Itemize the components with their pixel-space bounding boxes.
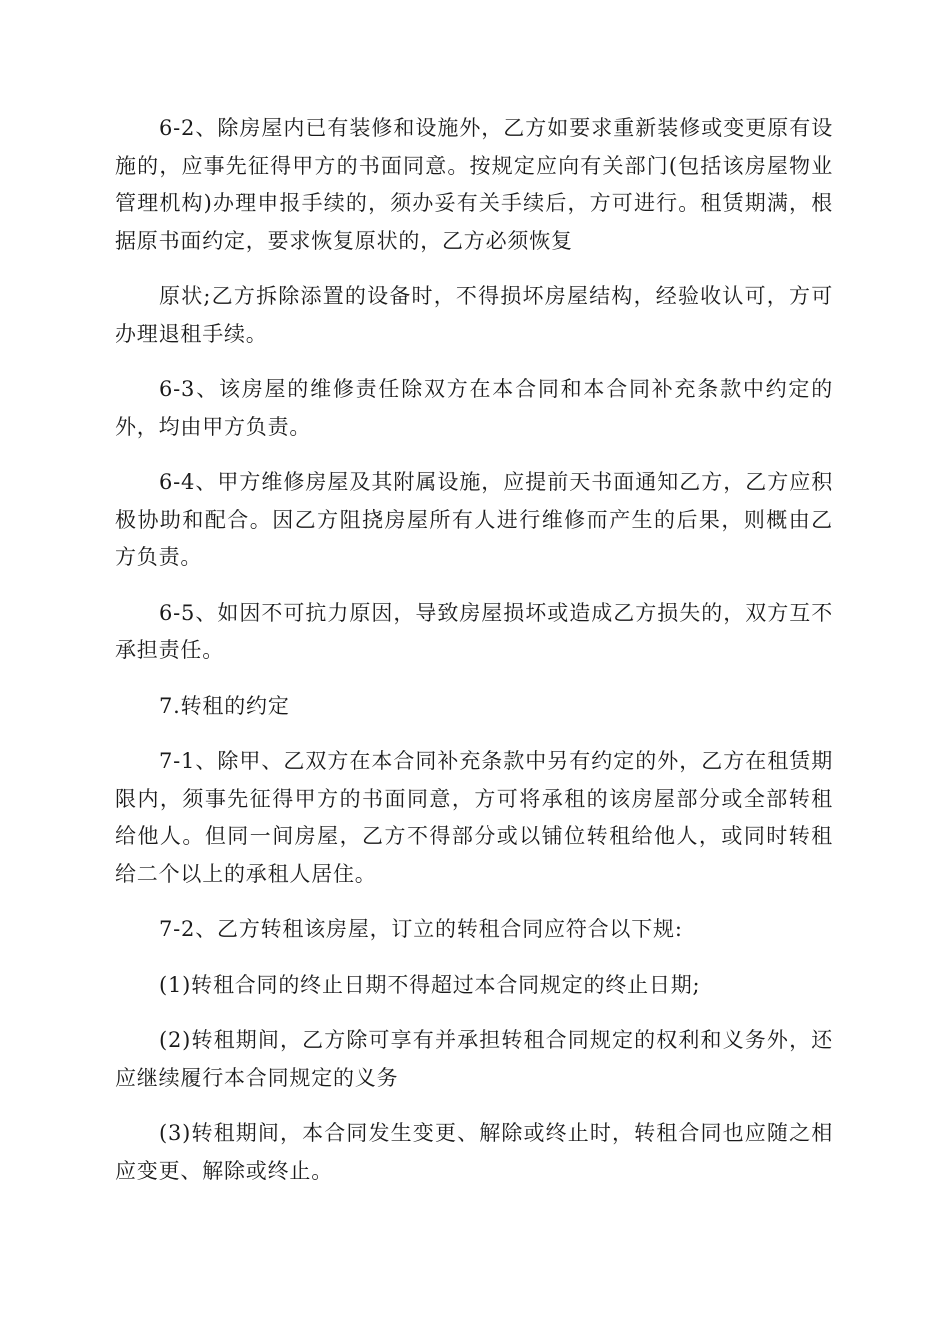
paragraph-6-3: 6-3、该房屋的维修责任除双方在本合同和本合同补充条款中约定的外，均由甲方负责。 [115, 377, 833, 439]
list-item-1: (1)转租合同的终止日期不得超过本合同规定的终止日期; [159, 972, 701, 997]
paragraph-6-2: 6-2、除房屋内已有装修和设施外，乙方如要求重新装修或变更原有设施的，应事先征得甲方的书面同意。按规定应向有关部门(包括该房屋物业管理机构)办理申报手续的，须办妥有关手续后，方可进行。租赁期满，根据原书面约定，要求恢复原状的，乙方必须恢复 [115, 116, 833, 253]
paragraph-6-4: 6-4、甲方维修房屋及其附属设施，应提前天书面通知乙方，乙方应积极协助和配合。因乙方阻挠房屋所有人进行维修而产生的后果，则概由乙方负责。 [115, 470, 833, 569]
list-item-2: (2)转租期间，乙方除可享有并承担转租合同规定的权利和义务外，还应继续履行本合同规定的义务 [115, 1028, 833, 1090]
document-body [115, 110, 833, 1208]
paragraph-7-2: 7-2、乙方转租该房屋，订立的转租合同应符合以下规: [159, 917, 683, 941]
list-item-3: (3)转租期间，本合同发生变更、解除或终止时，转租合同也应随之相应变更、解除或终止。 [115, 1121, 833, 1183]
paragraph-6-2-continued: 原状;乙方拆除添置的设备时，不得损坏房屋结构，经验收认可，方可办理退租手续。 [115, 284, 833, 346]
paragraph-6-5: 6-5、如因不可抗力原因，导致房屋损坏或造成乙方损失的，双方互不承担责任。 [115, 600, 833, 662]
section-heading-7: 7.转租的约定 [159, 693, 290, 718]
paragraph-7-1: 7-1、除甲、乙双方在本合同补充条款中另有约定的外，乙方在租赁期限内，须事先征得甲方的书面同意，方可将承租的该房屋部分或全部转租给他人。但同一间房屋，乙方不得部分或以铺位转租给他人，或同时转租给二个以上的承租人居住。 [115, 749, 833, 886]
